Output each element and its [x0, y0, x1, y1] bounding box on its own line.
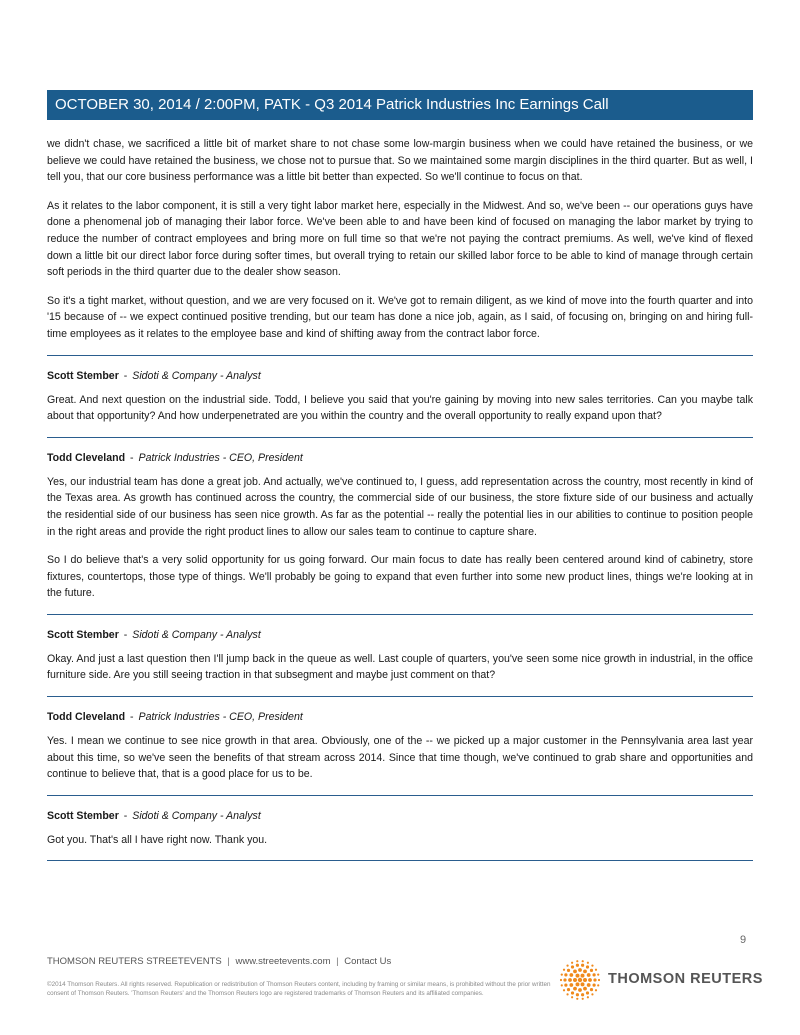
speaker-name: Scott Stember — [47, 809, 119, 822]
speaker-name: Scott Stember — [47, 628, 119, 641]
logo-dot — [581, 964, 584, 967]
speaker-separator: - — [127, 711, 137, 724]
logo-dot — [583, 969, 587, 973]
speaker-name: Todd Cleveland — [47, 451, 126, 464]
logo-dot — [571, 996, 573, 998]
document-header — [47, 90, 753, 120]
footer-links — [47, 956, 391, 967]
text-section — [47, 136, 753, 343]
logo-dot — [587, 983, 591, 987]
logo-dot — [581, 974, 585, 978]
logo-dot — [563, 989, 565, 991]
logo-dot — [571, 991, 574, 994]
speaker-name: Scott Stember — [47, 369, 119, 382]
paragraph: As it relates to the labor component, it is still a very tight labor market here, especially in the Midwest. And so, we've been -- our operations guys have done a phenomenal job of managing their labor force. We've been able to and have been kind of focused on managing the labor market by trying to reduce the number of contract employees and bring more on full time so that we're not paying the contract premiums. As well, we've kind of flexed down a little bit our direct labor force during softer times, but overall trying to retain our skilled labor force to be able to kind of manage through certain soft periods in the third quarter due to the dealer show season. — [47, 199, 753, 279]
footer-website-link[interactable]: www.streetevents.com — [235, 956, 331, 967]
speaker-separator: - — [120, 628, 131, 641]
paragraph: Got you. That's all I have right now. Thank you. — [47, 833, 268, 846]
header-title: OCTOBER 30, 2014 / 2:00PM, PATK - Q3 2014 Patrick Industries Inc Earnings Call — [55, 96, 609, 113]
logo-dot — [566, 965, 568, 967]
logo-dot — [567, 988, 570, 991]
logo-dot — [578, 988, 582, 992]
logo-dot — [560, 979, 562, 981]
speaker-turn — [47, 809, 753, 849]
speaker-turn — [47, 628, 753, 684]
logo-dot — [576, 998, 578, 1000]
section-divider — [47, 614, 753, 615]
logo-dot — [573, 969, 577, 973]
speaker-attribution — [47, 809, 753, 823]
logo-dot — [561, 974, 563, 976]
logo-dot — [595, 989, 597, 991]
footer-brand: THOMSON REUTERS STREETEVENTS — [47, 956, 222, 967]
paragraph: Okay. And just a last question then I'll jump back in the queue as well. Last couple of quarters, you've seen some nice growth in industrial, in the office furniture side. Are you still seeing traction in that subsegment and maybe just comment on that? — [47, 652, 753, 682]
section-divider — [47, 437, 753, 438]
speaker-attribution — [47, 628, 753, 642]
thomson-reuters-logo-icon — [560, 960, 600, 1000]
paragraph: Great. And next question on the industrial side. Todd, I believe you said that you're gaining by moving into new sales territories. Can you maybe talk about that opportunity? And how underpenetrated are you within the country and the overall opportunity to really expand upon that? — [47, 393, 753, 423]
paragraph: So I do believe that's a very solid opportunity for us going forward. Our main focus to date has really been centered around kind of cabinetry, store fixtures, countertops, those type of things. We'll probably be going to expand that even further into some new product lines, things we're looking at in the future. — [47, 554, 753, 600]
logo-dot — [571, 965, 574, 968]
logo-dot — [581, 982, 585, 986]
logo-dot — [593, 984, 596, 987]
logo-dot — [591, 965, 593, 967]
paragraph: So it's a tight market, without question, and we are very focused on it. We've got to remain diligent, as we kind of move into the fourth quarter and into '15 because of -- we expect continued positive trending, but our team has done a nice job, again, as I said, of focusing on, bringing on and hiring full-time employees as it relates to the employee base and kind of shifting away from the contract labor force. — [47, 294, 753, 340]
footer-disclaimer: ©2014 Thomson Reuters. All rights reserved. Republication or redistribution of Thomson Reuters content, including by framing or similar means, is prohibited without the prior written consent of Thomson Reuters. 'Thomson Reuters' and the Thomson Reuters logo are registered trademarks of Thomson Reuters and its affiliated companies. — [47, 981, 551, 997]
logo-dot — [564, 984, 567, 987]
logo-dot — [588, 978, 592, 982]
page-number: 9 — [740, 934, 747, 946]
logo-dot — [578, 968, 582, 972]
logo-dot — [581, 993, 584, 996]
speaker-attribution — [47, 369, 753, 383]
footer-contact-link[interactable]: Contact Us — [344, 956, 392, 967]
section-divider — [47, 795, 753, 796]
logo-dot — [587, 962, 589, 964]
speaker-role: Sidoti & Company - Analyst — [132, 809, 261, 822]
logo-dot — [590, 988, 593, 991]
logo-dot — [567, 969, 570, 972]
logo-dot — [576, 974, 580, 978]
logo-dot — [571, 962, 573, 964]
logo-dot — [561, 984, 563, 986]
speaker-attribution — [47, 451, 753, 465]
logo-text: THOMSON REUTERS — [608, 971, 763, 987]
logo-dot — [564, 973, 567, 976]
paragraph: Yes. I mean we continue to see nice growth in that area. Obviously, one of the -- we picked up a major customer in the Pennsylvania area last year about this time, so we've seen the benefits of that stream across 2014. Since that time though, we've continued to grab share and opportunities and continue to believe that, that is a good place for us to be. — [47, 735, 753, 781]
speaker-role: Patrick Industries - CEO, President — [138, 711, 303, 724]
speaker-turn — [47, 369, 753, 425]
speaker-turn — [47, 710, 753, 783]
logo-dot — [568, 978, 572, 982]
paragraph: we didn't chase, we sacrificed a little bit of market share to not chase some low-margin business when we could have retained the business, or we believe we could have retained the business, we chose not to pursue that. So we maintained some margin disciplines in the third quarter. But as well, I tell you, that our core business performance was a little bit better than expected. So we'll continue to focus on that. — [47, 138, 753, 184]
logo-dot — [573, 978, 577, 982]
logo-dot — [573, 987, 577, 991]
speaker-separator: - — [120, 369, 131, 382]
speaker-turn — [47, 451, 753, 602]
logo-dot — [576, 993, 579, 996]
logo-dot — [583, 978, 587, 982]
logo-dot — [587, 996, 589, 998]
logo-dot — [576, 960, 578, 962]
speaker-role: Patrick Industries - CEO, President — [138, 451, 303, 464]
logo-dot — [563, 978, 566, 981]
logo-dot — [576, 982, 580, 986]
logo-dot — [569, 983, 573, 987]
logo-dot — [591, 993, 593, 995]
logo-dot — [578, 978, 582, 982]
logo-dot — [582, 998, 584, 1000]
logo-dot — [597, 974, 599, 976]
logo-dot — [593, 973, 596, 976]
logo-dot — [593, 978, 596, 981]
logo-dot — [569, 973, 573, 977]
logo-dot — [597, 984, 599, 986]
section-divider — [47, 860, 753, 861]
speaker-separator: - — [120, 809, 131, 822]
footer-separator: | — [336, 956, 339, 967]
logo-dot — [582, 960, 584, 962]
paragraph: Yes, our industrial team has done a great job. And actually, we've continued to, I guess, add representation across the country, most recently in kind of the Texas area. As growth has continued across the country, the commercial side of our business, the store fixture side of our business and actually the residential side of our business has seen nice growth. As far as the potential -- really the potential lies in our abilities to continue to position people in the right areas and provide the right product lines to allow our sales team to continue to capture share. — [47, 475, 753, 538]
logo-dot — [587, 973, 591, 977]
thomson-reuters-logo — [560, 960, 763, 1000]
logo-dot — [586, 965, 589, 968]
footer-separator: | — [227, 956, 230, 967]
logo-dot — [590, 969, 593, 972]
logo-dot — [566, 993, 568, 995]
logo-dot — [586, 991, 589, 994]
speaker-role: Sidoti & Company - Analyst — [132, 369, 261, 382]
logo-dot — [583, 987, 587, 991]
logo-dot — [576, 964, 579, 967]
speaker-name: Todd Cleveland — [47, 711, 126, 724]
logo-dot — [598, 979, 600, 981]
logo-dot — [563, 969, 565, 971]
speaker-role: Sidoti & Company - Analyst — [132, 628, 261, 641]
section-divider — [47, 355, 753, 356]
transcript-body — [47, 136, 753, 874]
speaker-separator: - — [127, 451, 137, 464]
speaker-attribution — [47, 710, 753, 724]
section-divider — [47, 696, 753, 697]
logo-dot — [595, 969, 597, 971]
